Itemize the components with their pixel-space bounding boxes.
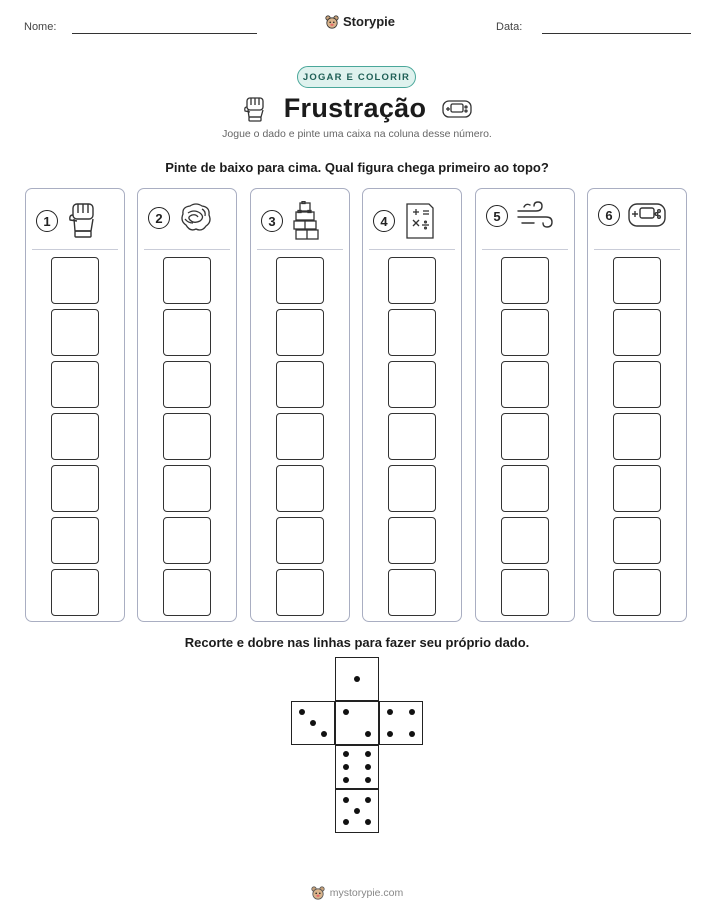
die-pip bbox=[409, 731, 415, 737]
column-6 bbox=[587, 188, 687, 622]
color-box[interactable] bbox=[276, 361, 324, 408]
die-pip bbox=[343, 751, 349, 757]
bear-logo-icon bbox=[311, 886, 325, 900]
stacked-blocks-icon bbox=[291, 201, 321, 241]
color-box[interactable] bbox=[51, 465, 99, 512]
cut-instruction: Recorte e dobre nas linhas para fazer seu próprio dado. bbox=[184, 635, 530, 650]
column-divider bbox=[144, 249, 230, 250]
tangled-brain-icon bbox=[178, 201, 214, 235]
die-pip bbox=[387, 731, 393, 737]
column-divider bbox=[482, 249, 568, 250]
column-header bbox=[598, 201, 666, 229]
game-controller-icon bbox=[442, 99, 472, 119]
die-pip bbox=[365, 797, 371, 803]
date-line[interactable] bbox=[542, 33, 691, 34]
die-pip bbox=[354, 808, 360, 814]
color-box[interactable] bbox=[613, 465, 661, 512]
color-box[interactable] bbox=[501, 517, 549, 564]
die-pip bbox=[365, 731, 371, 737]
color-box[interactable] bbox=[501, 465, 549, 512]
color-box[interactable] bbox=[613, 257, 661, 304]
die-face-6 bbox=[335, 745, 379, 789]
die-pip bbox=[310, 720, 316, 726]
color-box[interactable] bbox=[163, 309, 211, 356]
color-box[interactable] bbox=[276, 257, 324, 304]
column-5 bbox=[475, 188, 575, 622]
die-pip bbox=[365, 764, 371, 770]
color-box[interactable] bbox=[163, 569, 211, 616]
color-box[interactable] bbox=[388, 465, 436, 512]
color-box[interactable] bbox=[501, 309, 549, 356]
color-box[interactable] bbox=[613, 309, 661, 356]
die-pip bbox=[365, 751, 371, 757]
color-box[interactable] bbox=[276, 569, 324, 616]
die-face-4 bbox=[379, 701, 423, 745]
color-box[interactable] bbox=[501, 413, 549, 460]
column-number: 4 bbox=[373, 210, 395, 232]
name-line[interactable] bbox=[72, 33, 257, 34]
brand-name: Storypie bbox=[343, 14, 396, 29]
color-box[interactable] bbox=[163, 361, 211, 408]
activity-badge: JOGAR E COLORIR bbox=[297, 66, 416, 88]
color-box[interactable] bbox=[163, 465, 211, 512]
die-face-3 bbox=[291, 701, 335, 745]
bear-logo-icon bbox=[325, 15, 339, 29]
column-divider bbox=[369, 249, 455, 250]
color-box[interactable] bbox=[613, 413, 661, 460]
color-box[interactable] bbox=[276, 309, 324, 356]
math-worksheet-icon bbox=[403, 201, 437, 241]
column-number: 2 bbox=[148, 207, 170, 229]
color-box[interactable] bbox=[51, 361, 99, 408]
die-pip bbox=[343, 777, 349, 783]
die-pip bbox=[365, 819, 371, 825]
wind-gust-icon bbox=[516, 201, 554, 231]
die-pip bbox=[409, 709, 415, 715]
instruction-text: Pinte de baixo para cima. Qual figura chega primeiro ao topo? bbox=[165, 160, 549, 175]
color-box[interactable] bbox=[388, 257, 436, 304]
color-box[interactable] bbox=[613, 517, 661, 564]
die-pip bbox=[343, 709, 349, 715]
color-box[interactable] bbox=[163, 257, 211, 304]
column-2 bbox=[137, 188, 237, 622]
footer-url: mystorypie.com bbox=[329, 887, 404, 899]
color-box[interactable] bbox=[51, 517, 99, 564]
fist-icon bbox=[242, 95, 268, 123]
color-box[interactable] bbox=[501, 569, 549, 616]
column-header bbox=[486, 201, 554, 231]
color-box[interactable] bbox=[388, 361, 436, 408]
column-number: 5 bbox=[486, 205, 508, 227]
color-box[interactable] bbox=[276, 517, 324, 564]
fist-icon bbox=[66, 201, 100, 241]
brand-logo bbox=[325, 14, 395, 29]
page-title: Frustração bbox=[283, 93, 427, 123]
date-label: Data: bbox=[496, 21, 523, 33]
game-controller-icon bbox=[628, 201, 666, 229]
color-box[interactable] bbox=[388, 569, 436, 616]
die-pip bbox=[387, 709, 393, 715]
die-pip bbox=[299, 709, 305, 715]
color-box[interactable] bbox=[51, 413, 99, 460]
column-1 bbox=[25, 188, 125, 622]
column-divider bbox=[594, 249, 680, 250]
color-box[interactable] bbox=[388, 309, 436, 356]
color-box[interactable] bbox=[613, 361, 661, 408]
color-box[interactable] bbox=[276, 413, 324, 460]
column-number: 3 bbox=[261, 210, 283, 232]
column-number: 6 bbox=[598, 204, 620, 226]
color-box[interactable] bbox=[163, 517, 211, 564]
column-header bbox=[148, 201, 214, 235]
column-3 bbox=[250, 188, 350, 622]
die-pip bbox=[365, 777, 371, 783]
subtitle: Jogue o dado e pinte uma caixa na coluna desse número. bbox=[222, 128, 492, 140]
column-number: 1 bbox=[36, 210, 58, 232]
color-box[interactable] bbox=[388, 517, 436, 564]
die-pip bbox=[321, 731, 327, 737]
die-face-5 bbox=[335, 789, 379, 833]
title-row bbox=[0, 93, 714, 128]
name-label: Nome: bbox=[24, 21, 57, 33]
color-box[interactable] bbox=[613, 569, 661, 616]
die-face-1 bbox=[335, 657, 379, 701]
color-box[interactable] bbox=[163, 413, 211, 460]
column-header bbox=[261, 201, 321, 241]
column-header bbox=[373, 201, 437, 241]
die-pip bbox=[354, 676, 360, 682]
footer bbox=[0, 886, 714, 900]
color-box[interactable] bbox=[51, 257, 99, 304]
die-pip bbox=[343, 764, 349, 770]
color-box[interactable] bbox=[51, 309, 99, 356]
color-box[interactable] bbox=[501, 257, 549, 304]
column-divider bbox=[32, 249, 118, 250]
die-pip bbox=[343, 819, 349, 825]
color-box[interactable] bbox=[276, 465, 324, 512]
column-4 bbox=[362, 188, 462, 622]
column-divider bbox=[257, 249, 343, 250]
color-box[interactable] bbox=[501, 361, 549, 408]
die-face-2 bbox=[335, 701, 379, 745]
color-box[interactable] bbox=[51, 569, 99, 616]
column-header bbox=[36, 201, 100, 241]
die-pip bbox=[343, 797, 349, 803]
color-box[interactable] bbox=[388, 413, 436, 460]
